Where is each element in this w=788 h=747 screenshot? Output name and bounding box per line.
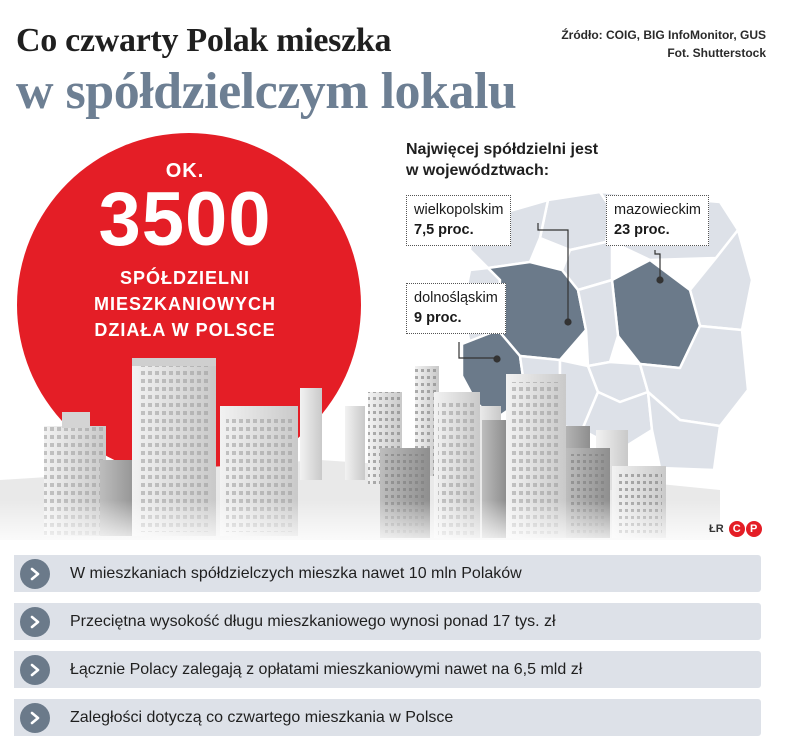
arrow-right-icon [20,559,50,589]
headline-line-1: Co czwarty Polak mieszka [16,22,392,59]
callout-wielkopolskie [406,195,511,246]
headline-line-2: w spółdzielczym lokalu [16,63,517,120]
fact-item [14,555,761,592]
callout-region-value: 9 proc. [414,310,462,326]
callout-region-value: 7,5 proc. [414,222,474,238]
map-heading-line-1: Najwięcej spółdzielni jest [406,141,599,158]
fact-text: Przeciętna wysokość długu mieszkaniowego wynosi ponad 17 tys. zł [70,612,556,630]
map-heading [406,139,598,181]
fact-text: Zaległości dotyczą co czwartego mieszkania w Polsce [70,708,454,726]
callout-region-name: dolnośląskim [414,290,498,306]
arrow-right-icon [20,607,50,637]
fact-item [14,603,761,640]
photo-credit: Fot. Shutterstock [667,46,766,60]
callout-region-name: mazowieckim [614,202,702,218]
stat-line-2: MIESZKANIOWYCH [94,294,276,314]
callout-region-value: 23 proc. [614,222,670,238]
stat-prefix: OK. [165,160,205,182]
callout-mazowieckie [606,195,709,246]
fact-item [14,699,761,736]
map-heading-line-2: w województwach: [406,162,550,179]
callout-dolnoslaskie [406,283,506,334]
logo-letter-p: P [746,521,762,537]
fact-text: W mieszkaniach spółdzielczych mieszka nawet 10 mln Polaków [70,564,522,582]
highlight-stat [20,160,350,343]
fact-item [14,651,761,688]
source-text: Źródło: COIG, BIG InfoMonitor, GUS [561,28,766,42]
logo-letter-c: C [729,521,745,537]
stat-line-3: DZIAŁA W POLSCE [94,320,276,340]
cp-logo [728,521,762,537]
author-initials: ŁR [709,523,724,535]
fact-text: Łącznie Polacy zalegają z opłatami mieszkaniowymi nawet na 6,5 mld zł [70,660,583,678]
stat-line-1: SPÓŁDZIELNI [119,268,250,288]
arrow-right-icon [20,655,50,685]
author-credit [709,521,762,537]
sources [561,26,766,62]
facts-list [14,555,761,747]
callout-region-name: wielkopolskim [414,202,504,218]
arrow-right-icon [20,703,50,733]
stat-number: 3500 [98,177,272,262]
